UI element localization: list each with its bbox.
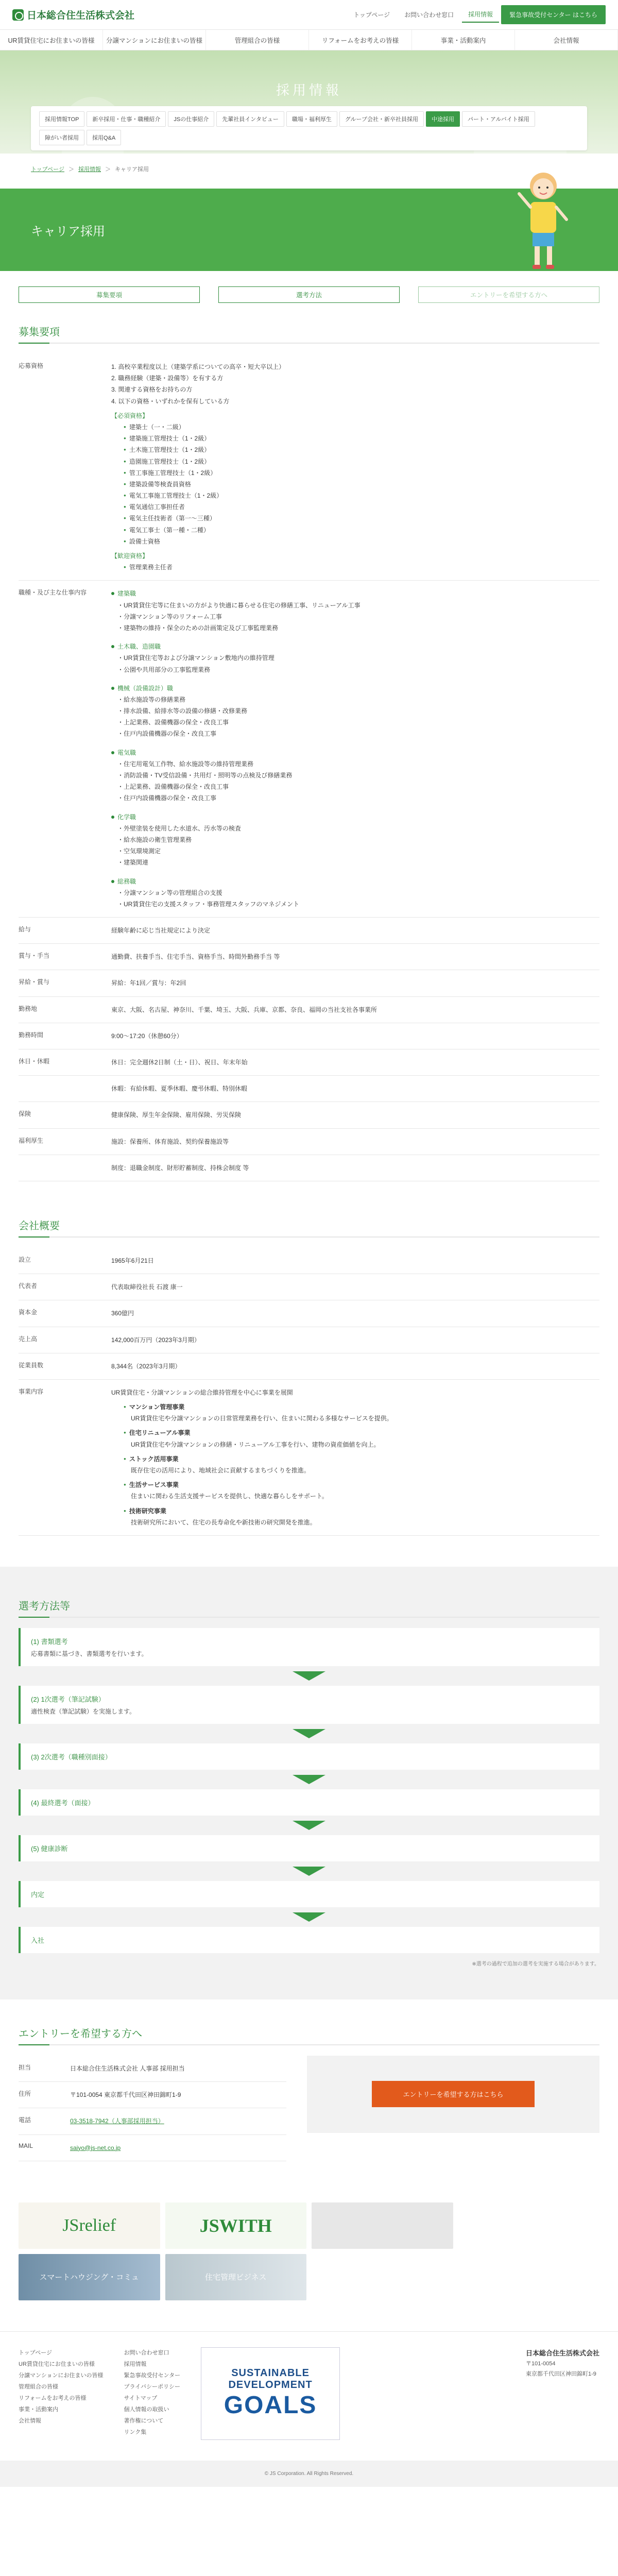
- row-label: 福利厚生: [19, 1128, 111, 1155]
- row-value: 休日：完全週休2日制（土・日）、祝日、年末年始: [111, 1049, 599, 1076]
- preferred-list: [111, 562, 599, 573]
- footer-link[interactable]: お問い合わせ窓口: [124, 2349, 169, 2356]
- footer-address: [526, 2347, 599, 2440]
- required-list: [111, 421, 599, 547]
- row-label: 電話: [19, 2108, 70, 2134]
- row-label: 設立: [19, 1248, 111, 1274]
- row-label: 事業内容: [19, 1379, 111, 1535]
- company-section: [0, 1217, 618, 1536]
- requirements-section: [0, 324, 618, 1181]
- list-item: ● 設備士資格: [124, 536, 599, 547]
- entry-cta-box: [307, 2056, 599, 2133]
- footer-link[interactable]: 事業・活動案内: [19, 2406, 58, 2413]
- list-item: ・ 外壁塗装を使用した水道水、汚水等の検査: [117, 823, 599, 834]
- qualifications: [111, 354, 599, 581]
- preferred-label: 【歓迎資格】: [111, 552, 149, 560]
- step-title: (5) 健康診断: [31, 1844, 68, 1853]
- banner-empty: [458, 2202, 600, 2249]
- cat-ur[interactable]: UR賃貸住宅にお住まいの皆様: [0, 30, 103, 50]
- crumb-current: キャリア採用: [115, 166, 149, 173]
- footer-links-2: [124, 2347, 181, 2440]
- cat-business[interactable]: 事業・活動案内: [412, 30, 515, 50]
- selection-step: [19, 1927, 599, 1953]
- list-item: ・ 分譲マンション等のリフォーム工事: [117, 611, 599, 622]
- banner-grid: [0, 2161, 618, 2316]
- banner-housing-business[interactable]: 住宅管理ビジネス: [165, 2254, 307, 2300]
- footer-link[interactable]: プライバシーポリシー: [124, 2383, 180, 2390]
- list-item: ・ 排水設備、給排水等の設備の修繕・改修業務: [117, 705, 599, 717]
- table-row: [19, 2134, 286, 2161]
- biz-item: [124, 1453, 599, 1476]
- list-item: ● 電気通信工事担任者: [124, 501, 599, 513]
- crumb-top[interactable]: トップページ: [31, 166, 65, 173]
- table-row: [19, 1049, 599, 1076]
- footer: [0, 2331, 618, 2461]
- table-row: [19, 1076, 599, 1102]
- biz-name: マンション管理事業: [129, 1403, 185, 1411]
- row-value: 東京、大阪、名古屋、神奈川、千葉、埼玉、大阪、兵庫、京都、奈良、福岡の当社支社各事業所: [111, 996, 599, 1023]
- table-row: [19, 1353, 599, 1379]
- subnav-item[interactable]: 障がい者採用: [39, 130, 84, 145]
- biz-desc: UR賃貸住宅や分譲マンションの修繕・リニューアル工事を行い、建物の資産価値を向上。: [131, 1440, 380, 1448]
- contact-link[interactable]: saiyo@js-net.co.jp: [70, 2144, 121, 2151]
- nav-contact[interactable]: お問い合わせ窓口: [404, 11, 454, 19]
- row-value: 1965年6月21日: [111, 1248, 599, 1274]
- footer-company: 日本総合住生活株式会社: [525, 2349, 599, 2357]
- entry-button[interactable]: エントリーを希望する方はこちら: [372, 2081, 534, 2107]
- row-label: 昇給・賞与: [19, 970, 111, 996]
- selection-step: [19, 1686, 599, 1724]
- list-item: ・ 給水施設等の修繕業務: [117, 694, 599, 705]
- nav-recruit[interactable]: 採用情報: [462, 7, 499, 23]
- page-banner: [0, 189, 618, 271]
- job-group-name: 建築職: [111, 588, 599, 599]
- biz-name: 生活サービス事業: [129, 1481, 179, 1489]
- tab-requirements[interactable]: 募集要項: [19, 286, 200, 303]
- breadcrumb: トップページ ＞ 採用情報 ＞ キャリア採用: [0, 154, 618, 173]
- nav-top[interactable]: トップページ: [353, 11, 390, 19]
- list-item: ・ 消防設備・TV受信設備・共用灯・照明等の点検及び修繕業務: [117, 770, 599, 781]
- job-group-name: 化学職: [111, 811, 599, 823]
- list-item: ● 土木施工管理技士（1・2級）: [124, 444, 599, 455]
- selection-step: [19, 1628, 599, 1666]
- tab-entry[interactable]: エントリーを希望する方へ: [418, 286, 599, 303]
- row-text: 〒101-0054 東京都千代田区神田錦町1-9: [70, 2091, 181, 2099]
- entry-table: [19, 2056, 286, 2161]
- list-item: ・ 給水施設の衛生管理業務: [117, 834, 599, 845]
- step-desc: 適性検査（筆記試験）を実施します。: [31, 1707, 136, 1715]
- biz-name: 住宅リニューアル事業: [129, 1429, 191, 1437]
- banner-photo[interactable]: [312, 2202, 453, 2249]
- list-item: ● 建築設備等検査員資格: [124, 479, 599, 490]
- table-row: [19, 1102, 599, 1128]
- footer-link[interactable]: 管理組合の皆様: [19, 2383, 58, 2390]
- sdg-text: DEVELOPMENT: [228, 2379, 313, 2391]
- row-label: 住所: [19, 2082, 70, 2108]
- row-value: 昇給：年1回／賞与：年2回: [111, 970, 599, 996]
- emergency-button[interactable]: 緊急事故受付センター はこちら: [501, 5, 606, 24]
- logo-mark-icon: [12, 9, 24, 21]
- footer-links-1: [19, 2347, 104, 2440]
- footer-link[interactable]: サイトマップ: [124, 2395, 158, 2401]
- top-bar: [0, 0, 618, 30]
- biz-desc: UR賃貸住宅や分譲マンションの日常管理業務を行い、住まいに関わる多様なサービスを提供。: [131, 1415, 393, 1422]
- list-item: ・ UR賃貸住宅等に住まいの方がより快適に暮らせる住宅の修繕工事、リニューアル工事: [117, 600, 599, 611]
- banner-jsrelief[interactable]: JSrelief: [19, 2202, 160, 2249]
- sdg-text: SUSTAINABLE: [231, 2367, 310, 2379]
- selection-section: [0, 1567, 618, 1999]
- footer-link[interactable]: 分譲マンションにお住まいの皆様: [19, 2372, 104, 2379]
- biz-desc: 住まいに関わる生活支援サービスを提供し、快適な暮らしをサポート。: [131, 1493, 328, 1500]
- selection-step: [19, 1743, 599, 1770]
- table-row: [19, 354, 599, 581]
- page-tabs: [0, 271, 618, 303]
- subnav-item[interactable]: 採用情報TOP: [39, 111, 84, 127]
- business-content: [111, 1379, 599, 1535]
- job-group-items: [111, 600, 599, 634]
- biz-item: [124, 1427, 599, 1450]
- job-group-items: [111, 887, 599, 910]
- list-item: ・ 住宅用電気工作物、給水施設等の維持管理業務: [117, 758, 599, 770]
- row-value: 142,000百万円（2023年3月期）: [111, 1327, 599, 1353]
- biz-item: [124, 1401, 599, 1424]
- table-row: [19, 918, 599, 944]
- list-item: ● 建築施工管理技士（1・2級）: [124, 433, 599, 444]
- category-nav: [0, 30, 618, 50]
- row-label: 給与: [19, 918, 111, 944]
- list-item: ・ 分譲マンション等の管理組合の支援: [117, 887, 599, 899]
- footer-link[interactable]: リフォームをお考えの皆様: [19, 2395, 87, 2401]
- job-group-name: 総務職: [111, 876, 599, 887]
- row-label: 従業員数: [19, 1353, 111, 1379]
- row-value: 通勤費、扶養手当、住宅手当、資格手当、時間外勤務手当 等: [111, 944, 599, 970]
- job-group-name: 機械（設備設計）職: [111, 683, 599, 694]
- list-item: ● 造園施工管理技士（1・2級）: [124, 456, 599, 467]
- list-item: ・ 上記業務、設備機器の保全・改良工事: [117, 781, 599, 792]
- subnav-item[interactable]: 職場・福利厚生: [286, 111, 337, 127]
- table-row: [19, 1023, 599, 1049]
- subnav-item[interactable]: パート・アルバイト採用: [462, 111, 535, 127]
- logo-text: 日本総合住生活株式会社: [27, 10, 135, 21]
- list-item: ・ UR賃貸住宅の支援スタッフ・事務管理スタッフのマネジメント: [117, 899, 599, 910]
- contact-link[interactable]: 03-3518-7942（人事部採用担当）: [70, 2117, 164, 2125]
- tab-selection[interactable]: 選考方法: [218, 286, 400, 303]
- table-row: [19, 2108, 286, 2134]
- biz-name: 技術研究事業: [129, 1507, 166, 1515]
- qual-line: 4. 以下の資格・いずれかを保有している方: [111, 397, 230, 405]
- site-logo[interactable]: [12, 8, 134, 22]
- row-label: 資本金: [19, 1300, 111, 1327]
- row-value: 9:00〜17:20（休憩60分）: [111, 1023, 599, 1049]
- row-label: [19, 1155, 111, 1181]
- sdg-text: GOALS: [224, 2392, 317, 2419]
- step-title: (4) 最終選考（面接）: [31, 1799, 95, 1807]
- selection-steps: [19, 1628, 599, 1953]
- footer-link[interactable]: 著作権について: [124, 2417, 164, 2424]
- job-group-name: 土木職、造園職: [111, 641, 599, 652]
- company-table: [19, 1248, 599, 1536]
- arrow-down-icon: [293, 1912, 325, 1922]
- list-item: ・ 上記業務、設備機器の保全・改良工事: [117, 717, 599, 728]
- biz-item: [124, 1505, 599, 1528]
- row-value: 経験年齢に応じ当社規定により決定: [111, 918, 599, 944]
- selection-step: [19, 1881, 599, 1907]
- row-label: 代表者: [19, 1274, 111, 1300]
- footer-link[interactable]: 個人情報の取扱い: [124, 2406, 169, 2413]
- job-group-items: [111, 694, 599, 740]
- list-item: ● 管工事施工管理技士（1・2級）: [124, 467, 599, 479]
- step-desc: 応募書類に基づき、書類選考を行います。: [31, 1650, 148, 1657]
- table-row: [19, 1379, 599, 1535]
- row-label: 職種・及び主な仕事内容: [19, 581, 111, 918]
- cat-association[interactable]: 管理組合の皆様: [206, 30, 309, 50]
- row-value: 代表取締役社長 石渡 康一: [111, 1274, 599, 1300]
- list-item: ● 電気工事施工管理技士（1・2級）: [124, 490, 599, 501]
- entry-block: [0, 2056, 618, 2161]
- footer-link[interactable]: リンク集: [124, 2429, 147, 2435]
- hero: [0, 50, 618, 154]
- table-row: [19, 1327, 599, 1353]
- company-title: 会社概要: [19, 1217, 599, 1238]
- row-value: 施設：保養所、体育施設、契約保養施設等: [111, 1128, 599, 1155]
- subnav-item[interactable]: グループ会社・新卒社員採用: [339, 111, 424, 127]
- required-label: 【必須資格】: [111, 412, 149, 419]
- subnav-item[interactable]: 採用Q&A: [87, 130, 121, 145]
- list-item: ・ 住戸内設備機器の保全・改良工事: [117, 728, 599, 739]
- page-title: キャリア採用: [31, 224, 105, 239]
- entry-title: エントリーを希望する方へ: [19, 2025, 599, 2045]
- selection-note: ※選考の過程で追加の選考を実施する場合があります。: [472, 1961, 599, 1967]
- table-row: [19, 970, 599, 996]
- row-label: 売上高: [19, 1327, 111, 1353]
- subnav-item[interactable]: JSの仕事紹介: [168, 111, 214, 127]
- cat-company[interactable]: 会社情報: [515, 30, 618, 50]
- row-value: [70, 2082, 286, 2108]
- list-item: ・ 住戸内設備機器の保全・改良工事: [117, 792, 599, 804]
- entry-section: [0, 2025, 618, 2045]
- row-value: 制度：退職金制度、財形貯蓄制度、持株会制度 等: [111, 1155, 599, 1181]
- row-label: 担当: [19, 2056, 70, 2082]
- list-item: ・ 空気環境測定: [117, 845, 599, 857]
- row-label: 保険: [19, 1102, 111, 1128]
- footer-link[interactable]: トップページ: [19, 2349, 53, 2356]
- list-item: ・ 建築関連: [117, 857, 599, 868]
- arrow-down-icon: [293, 1867, 325, 1876]
- job-group-items: [111, 758, 599, 804]
- list-item: ・ 建築物の維持・保全のための計画策定及び工事監理業務: [117, 622, 599, 634]
- arrow-down-icon: [293, 1775, 325, 1784]
- table-row: [19, 581, 599, 918]
- step-title: 内定: [31, 1890, 45, 1899]
- list-item: ・ 公園や共用部分の工事監理業務: [117, 664, 599, 675]
- arrow-down-icon: [293, 1671, 325, 1681]
- biz-desc: 既存住宅の活用により、地域社会に貢献するまちづくりを推進。: [131, 1467, 310, 1474]
- table-row: [19, 1274, 599, 1300]
- step-title: (2) 1次選考（筆記試験）: [31, 1695, 105, 1703]
- table-row: [19, 996, 599, 1023]
- footer-addr: 東京都千代田区神田錦町1-9: [525, 2371, 596, 2378]
- row-value: [70, 2056, 286, 2082]
- list-item: ・ UR賃貸住宅等および分譲マンション敷地内の維持管理: [117, 652, 599, 664]
- arrow-down-icon: [293, 1729, 325, 1738]
- biz-desc: 技術研究所において、住宅の長寿命化や新技術の研究開発を推進。: [131, 1518, 316, 1526]
- footer-link[interactable]: 会社情報: [19, 2417, 41, 2424]
- row-label: 勤務地: [19, 996, 111, 1023]
- biz-list: [111, 1401, 599, 1528]
- sdgs-logo: [201, 2347, 340, 2440]
- table-row: [19, 1155, 599, 1181]
- list-item: ● 電気主任技術者（第一〜三種）: [124, 513, 599, 524]
- selection-step: [19, 1835, 599, 1861]
- banner-smart-housing[interactable]: スマートハウジング・コミュ: [19, 2254, 160, 2300]
- banner-jswith[interactable]: JSWITH: [165, 2202, 307, 2249]
- list-item: ● 建築士（一・二級）: [124, 421, 599, 433]
- footer-link[interactable]: UR賃貸住宅にお住まいの皆様: [19, 2361, 95, 2367]
- job-groups: [111, 581, 599, 918]
- step-title: 入社: [31, 1936, 45, 1944]
- row-text: 日本総合住生活株式会社 人事部 採用担当: [70, 2064, 185, 2072]
- job-group-items: [111, 652, 599, 675]
- requirements-title: 募集要項: [19, 324, 599, 344]
- table-row: [19, 1300, 599, 1327]
- footer-link[interactable]: 採用情報: [124, 2361, 147, 2367]
- step-title: (1) 書類選考: [31, 1637, 68, 1646]
- table-row: [19, 944, 599, 970]
- row-value: 360億円: [111, 1300, 599, 1327]
- row-label: 賞与・手当: [19, 944, 111, 970]
- recruit-subnav: [31, 106, 587, 150]
- step-title: (3) 2次選考（職種別面接）: [31, 1753, 112, 1761]
- qual-line: 2. 職務経験（建築・設備等）を有する方: [111, 375, 224, 382]
- table-row: [19, 2082, 286, 2108]
- footer-link[interactable]: 緊急事故受付センター: [124, 2372, 181, 2379]
- selection-title: 選考方法等: [19, 1598, 599, 1618]
- job-group-name: 電気職: [111, 747, 599, 758]
- list-item: ● 管理業務主任者: [124, 562, 599, 573]
- cat-condo[interactable]: 分譲マンションにお住まいの皆様: [103, 30, 206, 50]
- mascot-girl-icon: [515, 158, 572, 271]
- biz-item: [124, 1479, 599, 1502]
- row-label: MAIL: [19, 2134, 70, 2161]
- row-label: 応募資格: [19, 354, 111, 581]
- arrow-down-icon: [293, 1821, 325, 1830]
- row-value: [70, 2134, 286, 2161]
- biz-name: ストック活用事業: [129, 1455, 179, 1463]
- row-label: 休日・休暇: [19, 1049, 111, 1076]
- selection-step: [19, 1789, 599, 1816]
- row-value: 8,344名（2023年3月期）: [111, 1353, 599, 1379]
- row-label: [19, 1076, 111, 1102]
- biz-intro: UR賃貸住宅・分譲マンションの総合維持管理を中心に事業を展開: [111, 1388, 293, 1396]
- row-value: [70, 2108, 286, 2134]
- table-row: [19, 2056, 286, 2082]
- cat-reform[interactable]: リフォームをお考えの皆様: [309, 30, 412, 50]
- subnav-item[interactable]: 先輩社員インタビュー: [216, 111, 284, 127]
- row-value: 休暇：有給休暇、夏季休暇、慶弔休暇、特別休暇: [111, 1076, 599, 1102]
- subnav-item[interactable]: 新卒採用・仕事・職種紹介: [87, 111, 166, 127]
- qual-line: 1. 高校卒業程度以上（建築学系についての高卒・短大卒以上）: [111, 363, 285, 370]
- job-group-items: [111, 823, 599, 869]
- table-row: [19, 1128, 599, 1155]
- qual-line: 3. 関連する資格をお持ちの方: [111, 386, 193, 394]
- subnav-item[interactable]: 中途採用: [426, 111, 460, 127]
- list-item: ● 電気工事士（第一種・二種）: [124, 524, 599, 536]
- row-label: 勤務時間: [19, 1023, 111, 1049]
- crumb-recruit[interactable]: 採用情報: [78, 166, 101, 173]
- table-row: [19, 1248, 599, 1274]
- hero-title: 採用情報: [276, 82, 342, 98]
- top-nav: [347, 5, 606, 24]
- copyright: © JS Corporation. All Rights Reserved.: [0, 2461, 618, 2487]
- footer-addr: 〒101-0054: [525, 2361, 556, 2367]
- row-value: 健康保険、厚生年金保険、雇用保険、労災保険: [111, 1102, 599, 1128]
- requirements-table: [19, 354, 599, 1181]
